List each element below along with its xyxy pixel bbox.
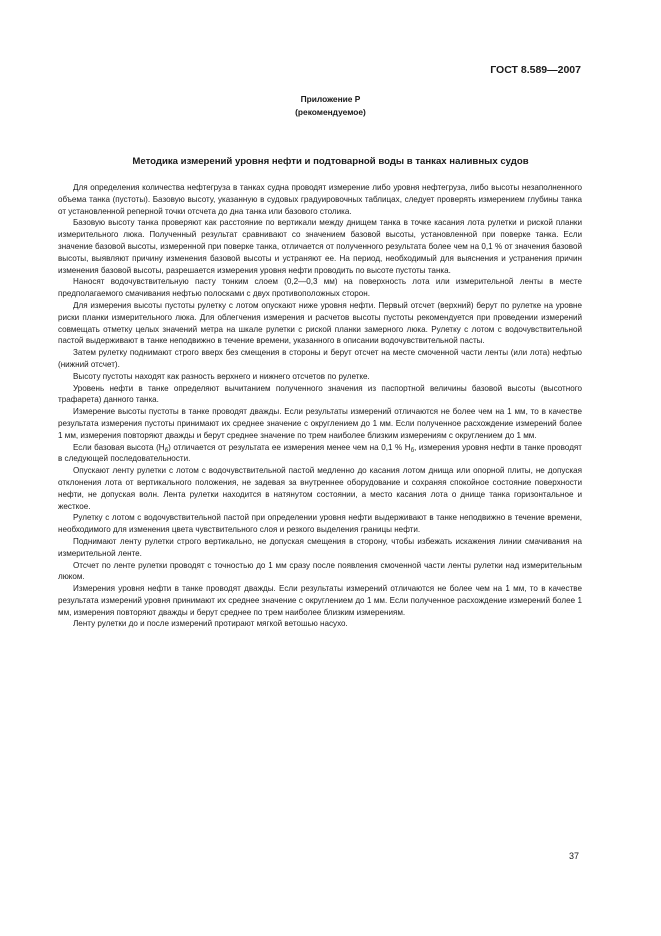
annex-label: Приложение Р bbox=[300, 94, 361, 104]
subscript: б bbox=[164, 447, 169, 454]
standard-designation: ГОСТ 8.589—2007 bbox=[490, 64, 581, 76]
paragraph: Затем рулетку поднимают строго вверх без смещения в стороны и берут отсчет на месте смоченной части ленты (или лота) нефтью (нижний отсчет). bbox=[58, 348, 582, 369]
paragraph: Наносят водочувствительную пасту тонким слоем (0,2—0,3 мм) на поверхность лота или измерительной ленты в месте предполагаемого смачивания нефтью полосками с двух противоположных сторон. bbox=[58, 277, 582, 299]
paragraph: Поднимают ленту рулетки строго вертикально, не допуская смещения в сторону, чтобы избежать искажения линии смачивания на измерительной ленте. bbox=[58, 536, 582, 558]
paragraph: Базовую высоту танка проверяют как расстояние по вертикали между днищем танка в точке касания лота рулетки и риской планки измерительного люка. Полученный результат сравнивают со значением базовой высоты, установленной при поверке танка. Если значение базовой высоты, измеренной при поверке танка, отличается от полученного результата более чем на 0,1 % от значения базовой высоты, выявляют причину изменения базовой высоты и устраняют ее. На период, необходимый для выяснения и устранения причин изменения базовой высоты, разрешается измерения уровня нефти проводить по высоте пустоты танка. bbox=[58, 218, 582, 275]
paragraph-base-height bbox=[58, 442, 582, 466]
text-fragment: ) отличается от результата ее измерения менее чем на 0,1 % H bbox=[168, 442, 411, 452]
subscript: б bbox=[410, 447, 415, 454]
paragraph: Опускают ленту рулетки с лотом с водочувствительной пастой медленно до касания лотом днища или опорной плиты, не допуская отклонения лота от вертикального положения, не задевая за внутреннее оборудование и сохраняя спокойное состояние поверхности нефти, не допуская волн. Лента рулетки находится в натянутом состоянии, а место касания лота о днище танка горизонтальное и жесткое. bbox=[58, 466, 582, 511]
paragraph: Для измерения высоты пустоты рулетку с лотом опускают ниже уровня нефти. Первый отсчет (верхний) берут по рулетке на уровне риски планки измерительного люка. Для облегчения измерения и расчетов высоты пустоты рекомендуется при проведении измерений совмещать отметку целых значений метра на шкале рулетки с риской планки замерного люка. Рулетку с лотом с водочувствительной пастой выдерживают в танке неподвижно в течение времени, указанного в описании водочувствительной пасты. bbox=[58, 300, 582, 346]
page-number: 37 bbox=[568, 851, 579, 861]
annex-heading bbox=[0, 93, 661, 119]
paragraph: Измерения уровня нефти в танке проводят дважды. Если результаты измерений отличаются не более чем на 1 мм, то в качестве результата измерений уровня принимают их среднее значение с округлением до 1 мм. Если полученное расхождение измерений более 1 мм, измерения повторяют дважды и берут среднее по трем наиболее близким измерениям. bbox=[58, 584, 582, 617]
annex-status: (рекомендуемое) bbox=[295, 107, 366, 117]
document-title: Методика измерений уровня нефти и подтоварной воды в танках наливных судов bbox=[132, 156, 529, 167]
paragraph: Высоту пустоты находят как разность верхнего и нижнего отсчетов по рулетке. bbox=[73, 371, 370, 381]
text-fragment: , измерения уровня нефти в танке проводят в следующей последовательности. bbox=[58, 442, 583, 464]
paragraph: Уровень нефти в танке определяют вычитанием полученного значения из паспортной величины базовой высоты (высотного трафарета) данного танка. bbox=[58, 383, 582, 405]
paragraph: Ленту рулетки до и после измерений протирают мягкой ветошью насухо. bbox=[73, 619, 348, 629]
text-fragment: Если базовая высота (H bbox=[73, 442, 165, 452]
paragraph: Для определения количества нефтегруза в танках судна проводят измерение либо уровня нефтегруза, либо высоты незаполненного объема танка (пустоты). Базовую высоту, указанную в судовых градуировочных таблицах, следует проверять измерением глубины танка от установленной реперной точки отсчета до дна танка или базового столика. bbox=[58, 183, 582, 216]
paragraph: Измерение высоты пустоты в танке проводят дважды. Если результаты измерений отличаются не более чем на 1 мм, то в качестве результата измерения пустоты принимают их среднее значение с округлением до 1 мм. Если полученное расхождение измерений более 1 мм, измерения повторяют дважды и берут среднее значение по трем наиболее близким измерениям с округлением до 1 мм. bbox=[58, 407, 582, 440]
body-text bbox=[58, 182, 582, 630]
paragraph: Отсчет по ленте рулетки проводят с точностью до 1 мм сразу после появления смоченной части ленты рулетки над измерительным люком. bbox=[58, 560, 582, 582]
paragraph: Рулетку с лотом с водочувствительной пастой при определении уровня нефти выдерживают в танке неподвижно в течение времени, необходимого для изменения цвета чувствительного слоя и резкого выделения границы нефти. bbox=[58, 513, 582, 535]
